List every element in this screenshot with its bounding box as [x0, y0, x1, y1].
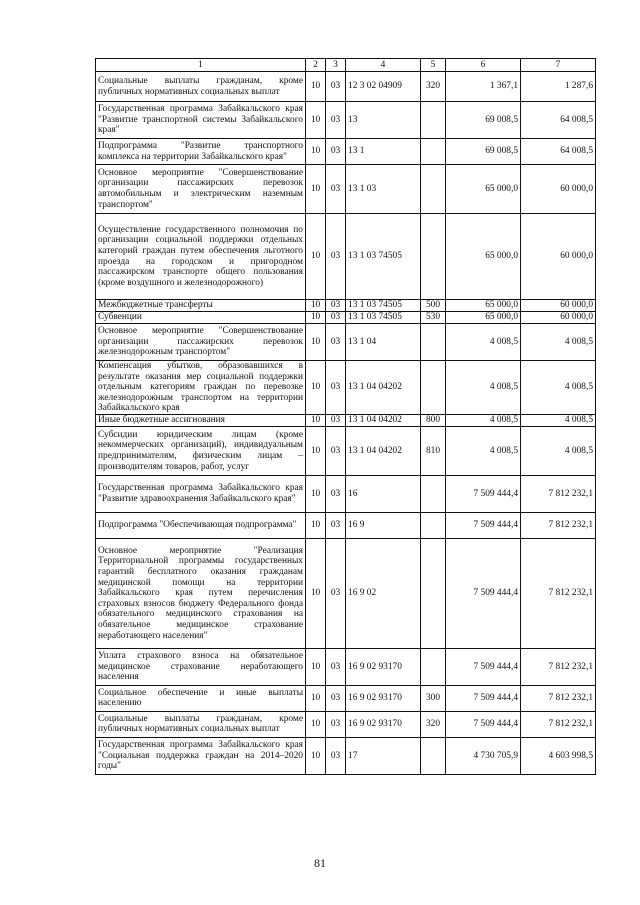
row-amount-year-1: 7 509 444,4 — [446, 648, 521, 685]
row-target-article: 12 3 02 04909 — [346, 72, 421, 102]
row-section: 10 — [306, 72, 326, 102]
table-row — [96, 361, 596, 415]
row-amount-year-2: 7 812 232,1 — [521, 538, 596, 648]
row-amount-year-1: 65 000,0 — [446, 165, 521, 214]
table-body — [96, 72, 596, 775]
row-amount-year-2: 7 812 232,1 — [521, 648, 596, 685]
row-section: 10 — [306, 139, 326, 165]
row-section: 10 — [306, 648, 326, 685]
row-amount-year-2: 4 008,5 — [521, 361, 596, 415]
row-target-article: 13 1 04 04202 — [346, 426, 421, 475]
row-expense-type: 300 — [421, 685, 446, 711]
row-subsection: 03 — [326, 102, 346, 139]
row-amount-year-2: 64 008,5 — [521, 102, 596, 139]
row-name: Основное мероприятие "Совершенствование организации пассажирских перевозок автомобильным и электрическим наземным транспортом" — [96, 165, 306, 214]
row-subsection: 03 — [326, 512, 346, 538]
row-expense-type — [421, 361, 446, 415]
row-amount-year-2: 60 000,0 — [521, 312, 596, 324]
row-section: 10 — [306, 324, 326, 361]
row-section: 10 — [306, 512, 326, 538]
row-subsection: 03 — [326, 300, 346, 312]
row-name: Субсидии юридическим лицам (кроме некоммерческих организаций), индивидуальным предпринимателям, физическим лицам – производителям товаров, работ, услуг — [96, 426, 306, 475]
row-amount-year-2: 60 000,0 — [521, 165, 596, 214]
table-row — [96, 324, 596, 361]
row-name: Иные бюджетные ассигнования — [96, 414, 306, 426]
row-section: 10 — [306, 300, 326, 312]
row-subsection: 03 — [326, 312, 346, 324]
row-expense-type — [421, 139, 446, 165]
row-amount-year-1: 65 000,0 — [446, 214, 521, 300]
row-subsection: 03 — [326, 538, 346, 648]
table-row — [96, 312, 596, 324]
row-subsection: 03 — [326, 737, 346, 774]
row-amount-year-2: 60 000,0 — [521, 300, 596, 312]
row-amount-year-1: 4 008,5 — [446, 361, 521, 415]
row-subsection: 03 — [326, 414, 346, 426]
row-section: 10 — [306, 685, 326, 711]
table-row — [96, 165, 596, 214]
row-target-article: 13 1 04 — [346, 324, 421, 361]
budget-table — [95, 58, 596, 775]
row-name: Государственная программа Забайкальского края "Развитие транспортной системы Забайкальского края" — [96, 102, 306, 139]
row-section: 10 — [306, 414, 326, 426]
row-section: 10 — [306, 165, 326, 214]
row-subsection: 03 — [326, 165, 346, 214]
table-row — [96, 214, 596, 300]
row-section: 10 — [306, 538, 326, 648]
row-amount-year-1: 69 008,5 — [446, 139, 521, 165]
row-expense-type — [421, 165, 446, 214]
header-col-1: 1 — [96, 59, 306, 72]
row-amount-year-1: 4 008,5 — [446, 324, 521, 361]
table-row — [96, 648, 596, 685]
row-expense-type: 320 — [421, 711, 446, 737]
row-amount-year-2: 4 008,5 — [521, 324, 596, 361]
row-amount-year-1: 65 000,0 — [446, 300, 521, 312]
row-name: Межбюджетные трансферты — [96, 300, 306, 312]
row-expense-type: 800 — [421, 414, 446, 426]
row-name: Подпрограмма "Обеспечивающая подпрограмма" — [96, 512, 306, 538]
row-amount-year-2: 7 812 232,1 — [521, 512, 596, 538]
row-section: 10 — [306, 102, 326, 139]
table-row — [96, 414, 596, 426]
row-expense-type — [421, 214, 446, 300]
table-row — [96, 538, 596, 648]
row-amount-year-1: 4 008,5 — [446, 414, 521, 426]
header-col-7: 7 — [521, 59, 596, 72]
row-amount-year-2: 4 008,5 — [521, 414, 596, 426]
header-col-4: 4 — [346, 59, 421, 72]
table-row — [96, 139, 596, 165]
table-row — [96, 737, 596, 774]
row-expense-type: 530 — [421, 312, 446, 324]
row-name: Государственная программа Забайкальского края "Социальная поддержка граждан на 2014–2020 годы" — [96, 737, 306, 774]
row-target-article: 16 9 02 93170 — [346, 648, 421, 685]
row-expense-type — [421, 512, 446, 538]
table-row — [96, 711, 596, 737]
row-target-article: 16 9 02 93170 — [346, 685, 421, 711]
row-subsection: 03 — [326, 711, 346, 737]
row-name: Социальное обеспечение и иные выплаты населению — [96, 685, 306, 711]
row-subsection: 03 — [326, 139, 346, 165]
row-name: Государственная программа Забайкальского края "Развитие здравоохранения Забайкальского края" — [96, 475, 306, 512]
row-name: Основное мероприятие "Реализация Территориальной программы государственных гарантий бесплатного оказания гражданам медицинской помощи на территории Забайкальского края путем перечисления страховых взносов бюджету Федерального фонда обязательного медицинского страхования на обязательное медицинское страхование неработающего населения" — [96, 538, 306, 648]
row-amount-year-2: 4 603 998,5 — [521, 737, 596, 774]
row-amount-year-1: 7 509 444,4 — [446, 711, 521, 737]
row-target-article: 13 1 04 04202 — [346, 414, 421, 426]
row-expense-type — [421, 102, 446, 139]
row-name: Социальные выплаты гражданам, кроме публичных нормативных социальных выплат — [96, 72, 306, 102]
row-expense-type — [421, 737, 446, 774]
row-target-article: 13 1 03 74505 — [346, 300, 421, 312]
row-target-article: 13 1 03 — [346, 165, 421, 214]
row-expense-type — [421, 475, 446, 512]
row-target-article: 16 9 — [346, 512, 421, 538]
header-col-3: 3 — [326, 59, 346, 72]
row-amount-year-1: 7 509 444,4 — [446, 538, 521, 648]
row-amount-year-2: 60 000,0 — [521, 214, 596, 300]
row-name: Субвенции — [96, 312, 306, 324]
row-expense-type — [421, 648, 446, 685]
row-amount-year-1: 4 008,5 — [446, 426, 521, 475]
row-target-article: 13 1 03 74505 — [346, 312, 421, 324]
row-target-article: 13 1 03 74505 — [346, 214, 421, 300]
row-expense-type: 810 — [421, 426, 446, 475]
table-row — [96, 300, 596, 312]
row-amount-year-2: 7 812 232,1 — [521, 711, 596, 737]
row-amount-year-2: 7 812 232,1 — [521, 475, 596, 512]
row-subsection: 03 — [326, 685, 346, 711]
row-subsection: 03 — [326, 361, 346, 415]
header-col-2: 2 — [306, 59, 326, 72]
row-target-article: 13 1 — [346, 139, 421, 165]
row-expense-type: 500 — [421, 300, 446, 312]
row-subsection: 03 — [326, 648, 346, 685]
row-amount-year-1: 65 000,0 — [446, 312, 521, 324]
row-subsection: 03 — [326, 324, 346, 361]
page-number: 81 — [314, 856, 326, 870]
row-name: Социальные выплаты гражданам, кроме публичных нормативных социальных выплат — [96, 711, 306, 737]
row-subsection: 03 — [326, 426, 346, 475]
row-amount-year-1: 4 730 705,9 — [446, 737, 521, 774]
row-section: 10 — [306, 475, 326, 512]
row-amount-year-2: 4 008,5 — [521, 426, 596, 475]
row-amount-year-1: 7 509 444,4 — [446, 685, 521, 711]
row-name: Подпрограмма "Развитие транспортного комплекса на территории Забайкальского края" — [96, 139, 306, 165]
header-col-5: 5 — [421, 59, 446, 72]
table-row — [96, 426, 596, 475]
row-amount-year-1: 69 008,5 — [446, 102, 521, 139]
row-amount-year-1: 7 509 444,4 — [446, 475, 521, 512]
row-subsection: 03 — [326, 72, 346, 102]
row-target-article: 16 9 02 — [346, 538, 421, 648]
table-row — [96, 102, 596, 139]
row-amount-year-2: 1 287,6 — [521, 72, 596, 102]
table-row — [96, 685, 596, 711]
table-row — [96, 475, 596, 512]
header-row — [96, 59, 596, 72]
row-section: 10 — [306, 214, 326, 300]
row-target-article: 16 9 02 93170 — [346, 711, 421, 737]
table-row — [96, 512, 596, 538]
row-name: Уплата страхового взноса на обязательное медицинское страхование неработающего населения — [96, 648, 306, 685]
table-row — [96, 72, 596, 102]
row-amount-year-2: 7 812 232,1 — [521, 685, 596, 711]
row-target-article: 16 — [346, 475, 421, 512]
row-section: 10 — [306, 361, 326, 415]
row-amount-year-1: 1 367,1 — [446, 72, 521, 102]
row-section: 10 — [306, 312, 326, 324]
row-section: 10 — [306, 426, 326, 475]
header-col-6: 6 — [446, 59, 521, 72]
row-section: 10 — [306, 711, 326, 737]
row-expense-type — [421, 538, 446, 648]
row-name: Компенсация убытков, образовавшихся в результате оказания мер социальной поддержки отдельным категориям граждан по перевозке железнодорожным транспортом на территории Забайкальского края — [96, 361, 306, 415]
row-target-article: 13 — [346, 102, 421, 139]
row-amount-year-1: 7 509 444,4 — [446, 512, 521, 538]
row-subsection: 03 — [326, 475, 346, 512]
row-amount-year-2: 64 008,5 — [521, 139, 596, 165]
row-target-article: 17 — [346, 737, 421, 774]
row-subsection: 03 — [326, 214, 346, 300]
row-name: Основное мероприятие "Совершенствование организации пассажирских перевозок железнодорожным транспортом" — [96, 324, 306, 361]
row-section: 10 — [306, 737, 326, 774]
row-expense-type — [421, 324, 446, 361]
row-expense-type: 320 — [421, 72, 446, 102]
row-name: Осуществление государственного полномочия по организации социальной поддержки отдельных категорий граждан путем обеспечения льготного проезда на городском и пригородном пассажирском транспорте общего пользования (кроме воздушного и железнодорожного) — [96, 214, 306, 300]
row-target-article: 13 1 04 04202 — [346, 361, 421, 415]
